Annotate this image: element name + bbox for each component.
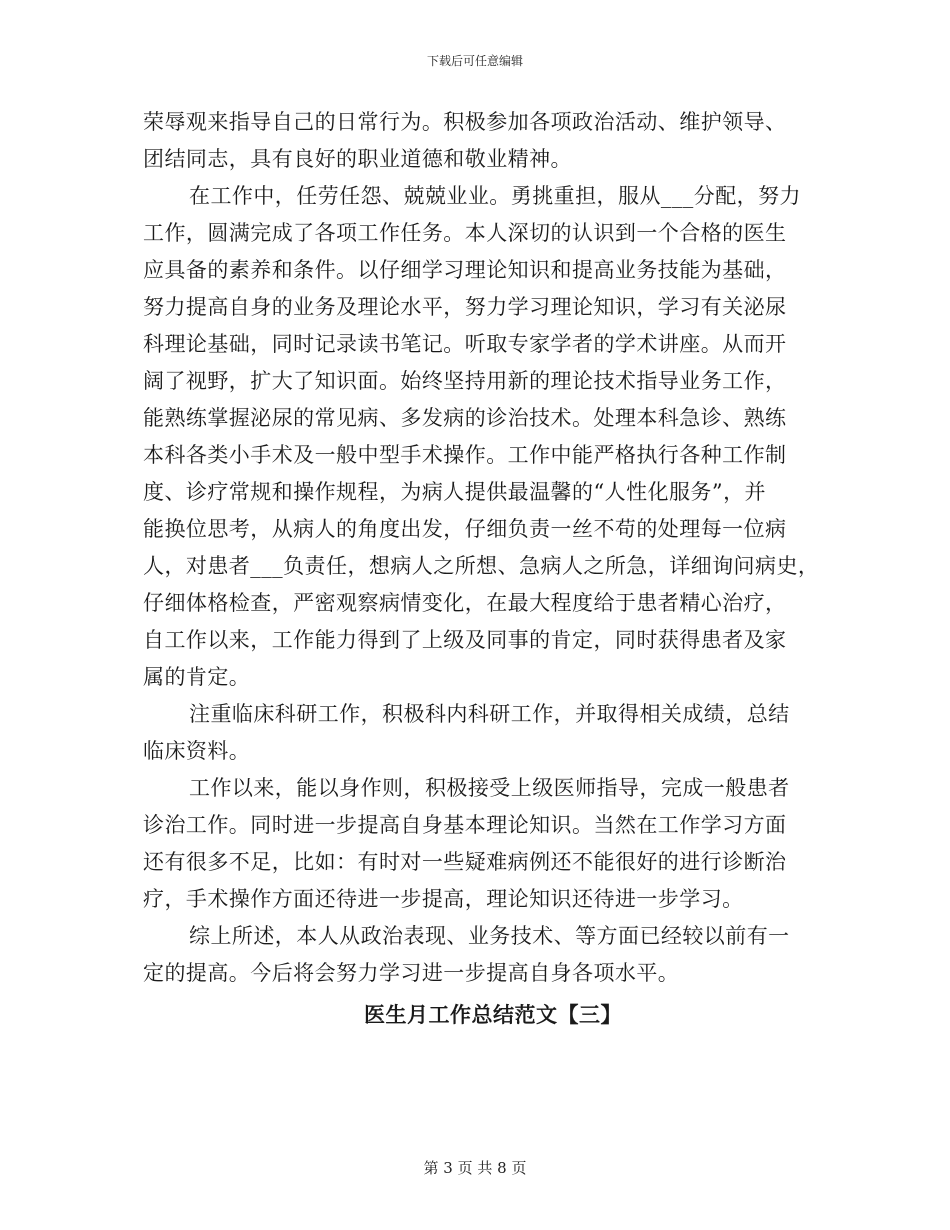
paragraph-line: 能熟练掌握泌尿的常见病、多发病的诊治技术。处理本科急诊、熟练	[143, 406, 787, 430]
paragraph-line: 诊治工作。同时进一步提高自身基本理论知识。当然在工作学习方面	[143, 813, 787, 837]
paragraph-line: 还有很多不足，比如：有时对一些疑难病例还不能很好的进行诊断治	[143, 850, 787, 874]
paragraph-line: 仔细体格检查，严密观察病情变化，在最大程度给于患者精心治疗，	[143, 591, 787, 615]
paragraph-line: 荣辱观来指导自己的日常行为。积极参加各项政治活动、维护领导、	[143, 110, 787, 134]
paragraph-line: 团结同志，具有良好的职业道德和敬业精神。	[143, 147, 572, 171]
document-body	[143, 104, 823, 1036]
paragraph-line: 注重临床科研工作，积极科内科研工作，并取得相关成绩，总结	[189, 702, 790, 726]
paragraph-line: 定的提高。今后将会努力学习进一步提高自身各项水平。	[143, 961, 680, 985]
paragraph-line: 度、诊疗常规和操作规程，为病人提供最温馨的“人性化服务”，并	[143, 480, 766, 504]
paragraph-line: 临床资料。	[143, 739, 251, 763]
paragraph-line: 工作以来，能以身作则，积极接受上级医师指导，完成一般患者	[189, 776, 790, 800]
paragraph-line: 能换位思考，从病人的角度出发，仔细负责一丝不苟的处理每一位病	[143, 517, 787, 541]
paragraph-line: 科理论基础，同时记录读书笔记。听取专家学者的学术讲座。从而开	[143, 332, 787, 356]
page-footer: 第 3 页 共 8 页	[423, 1159, 527, 1177]
paragraph-line: 工作，圆满完成了各项工作任务。本人深切的认识到一个合格的医生	[143, 221, 787, 245]
paragraph-line: 努力提高自身的业务及理论水平，努力学习理论知识，学习有关泌尿	[143, 295, 787, 319]
paragraph-line: 人，对患者___负责任，想病人之所想、急病人之所急，详细询问病史，	[143, 554, 820, 578]
section-heading: 医生月工作总结范文【三】	[364, 1003, 622, 1027]
paragraph-line: 本科各类小手术及一般中型手术操作。工作中能严格执行各种工作制	[143, 443, 787, 467]
paragraph-line: 属的肯定。	[143, 665, 251, 689]
paragraph-line: 在工作中，任劳任怨、兢兢业业。勇挑重担，服从___分配，努力	[189, 184, 801, 208]
paragraph-line: 阔了视野，扩大了知识面。始终坚持用新的理论技术指导业务工作，	[143, 369, 787, 393]
paragraph-line: 综上所述，本人从政治表现、业务技术、等方面已经较以前有一	[189, 924, 790, 948]
page-header: 下载后可任意编辑	[426, 54, 523, 68]
paragraph-line: 疗，手术操作方面还待进一步提高，理论知识还待进一步学习。	[143, 887, 744, 911]
paragraph-line: 应具备的素养和条件。以仔细学习理论知识和提高业务技能为基础，	[143, 258, 787, 282]
paragraph-line: 自工作以来，工作能力得到了上级及同事的肯定，同时获得患者及家	[143, 628, 787, 652]
